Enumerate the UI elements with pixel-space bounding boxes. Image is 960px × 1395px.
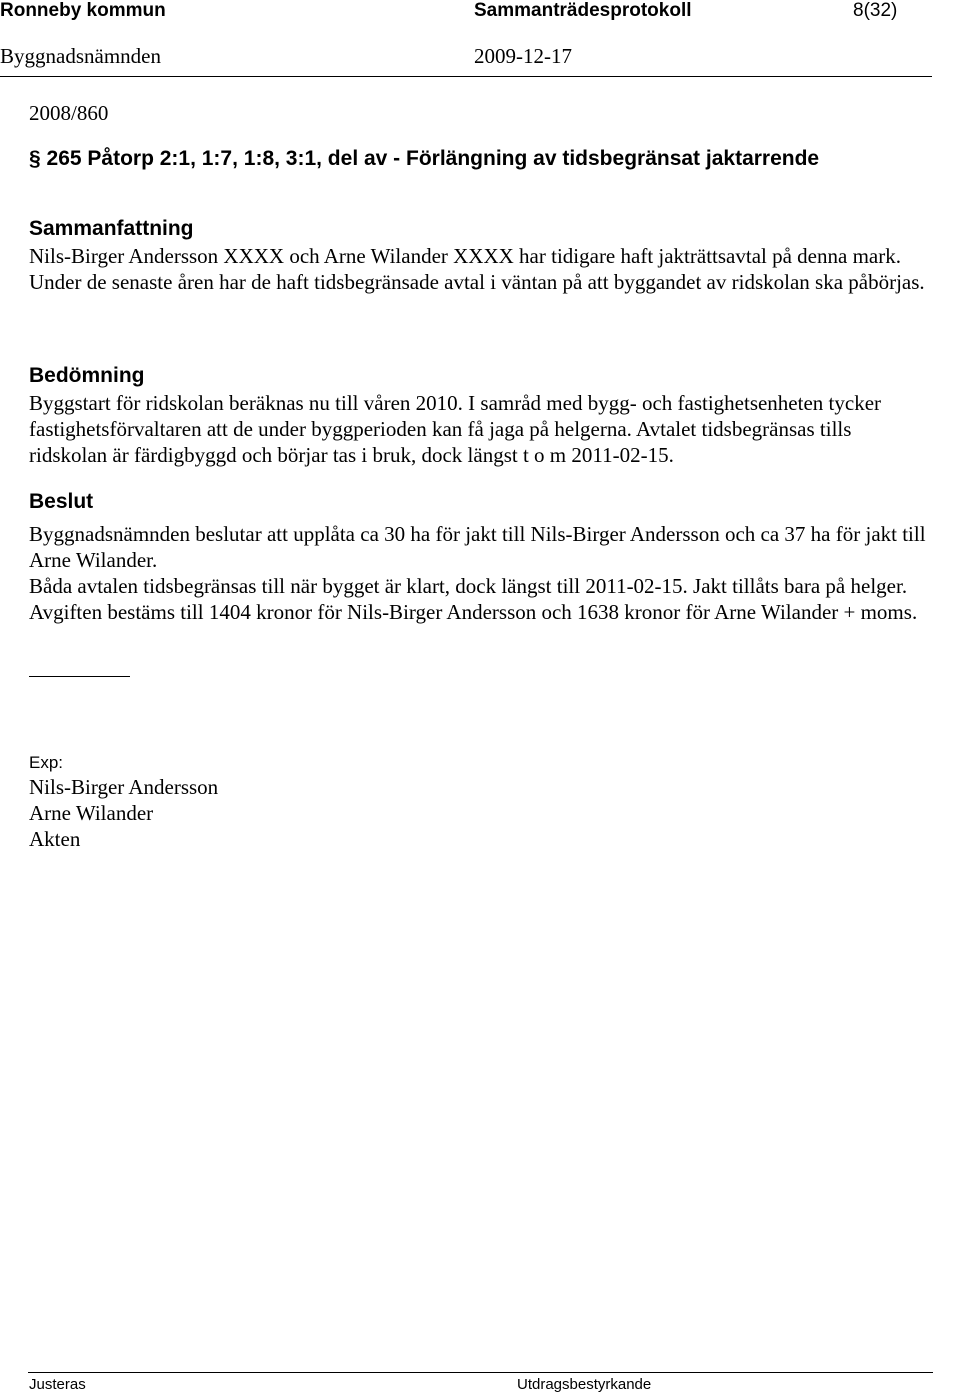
footer-utdragsbestyrkande: Utdragsbestyrkande xyxy=(517,1376,652,1393)
summary-heading: Sammanfattning xyxy=(29,217,194,240)
header-divider xyxy=(0,76,932,77)
distribution-recipient: Akten xyxy=(29,827,81,851)
summary-text: Nils-Birger Andersson XXXX och Arne Wilander XXXX har tidigare haft jakträttsavtal på denna mark. Under de senaste åren har de haft tidsbegränsade avtal i väntan på att byggandet av ridskolan ska påbörjas. xyxy=(29,244,925,294)
municipality-name: Ronneby kommun xyxy=(0,0,166,21)
decision-heading: Beslut xyxy=(29,490,94,513)
decision-text-2: Båda avtalen tidsbegränsas till när bygget är klart, dock längst till 2011-02-15. Jakt tillåts bara på helger. Avgiften bestäms till 1404 kronor för Nils-Birger Andersson och 1638 kronor för Arne Wilander + moms. xyxy=(29,574,918,624)
signature-line xyxy=(29,676,130,677)
meeting-date: 2009-12-17 xyxy=(474,44,572,68)
assessment-text: Byggstart för ridskolan beräknas nu till våren 2010. I samråd med bygg- och fastighetsenheten tycker fastighetsförvaltaren att de under byggperioden kan få jaga på helgerna. Avtalet tidsbegränsas tills ridskolan är färdigbyggd och börjar tas i bruk, dock längst t o m 2011-02-15. xyxy=(29,391,882,467)
footer-divider xyxy=(28,1372,933,1373)
diarie-number: 2008/860 xyxy=(29,101,109,125)
footer-justeras: Justeras xyxy=(29,1376,86,1393)
committee-name: Byggnadsnämnden xyxy=(0,44,161,68)
document-type: Sammanträdesprotokoll xyxy=(474,0,692,21)
assessment-heading: Bedömning xyxy=(29,364,145,387)
decision-text-1: Byggnadsnämnden beslutar att upplåta ca 30 ha för jakt till Nils-Birger Andersson och ca 37 ha för jakt till Arne Wilander. xyxy=(29,522,926,572)
distribution-recipient: Nils-Birger Andersson xyxy=(29,775,219,799)
case-title: § 265 Påtorp 2:1, 1:7, 1:8, 3:1, del av - Förlängning av tidsbegränsat jaktarrende xyxy=(29,147,820,170)
distribution-label: Exp: xyxy=(29,753,64,772)
distribution-recipient: Arne Wilander xyxy=(29,801,154,825)
page-number: 8(32) xyxy=(853,0,898,21)
